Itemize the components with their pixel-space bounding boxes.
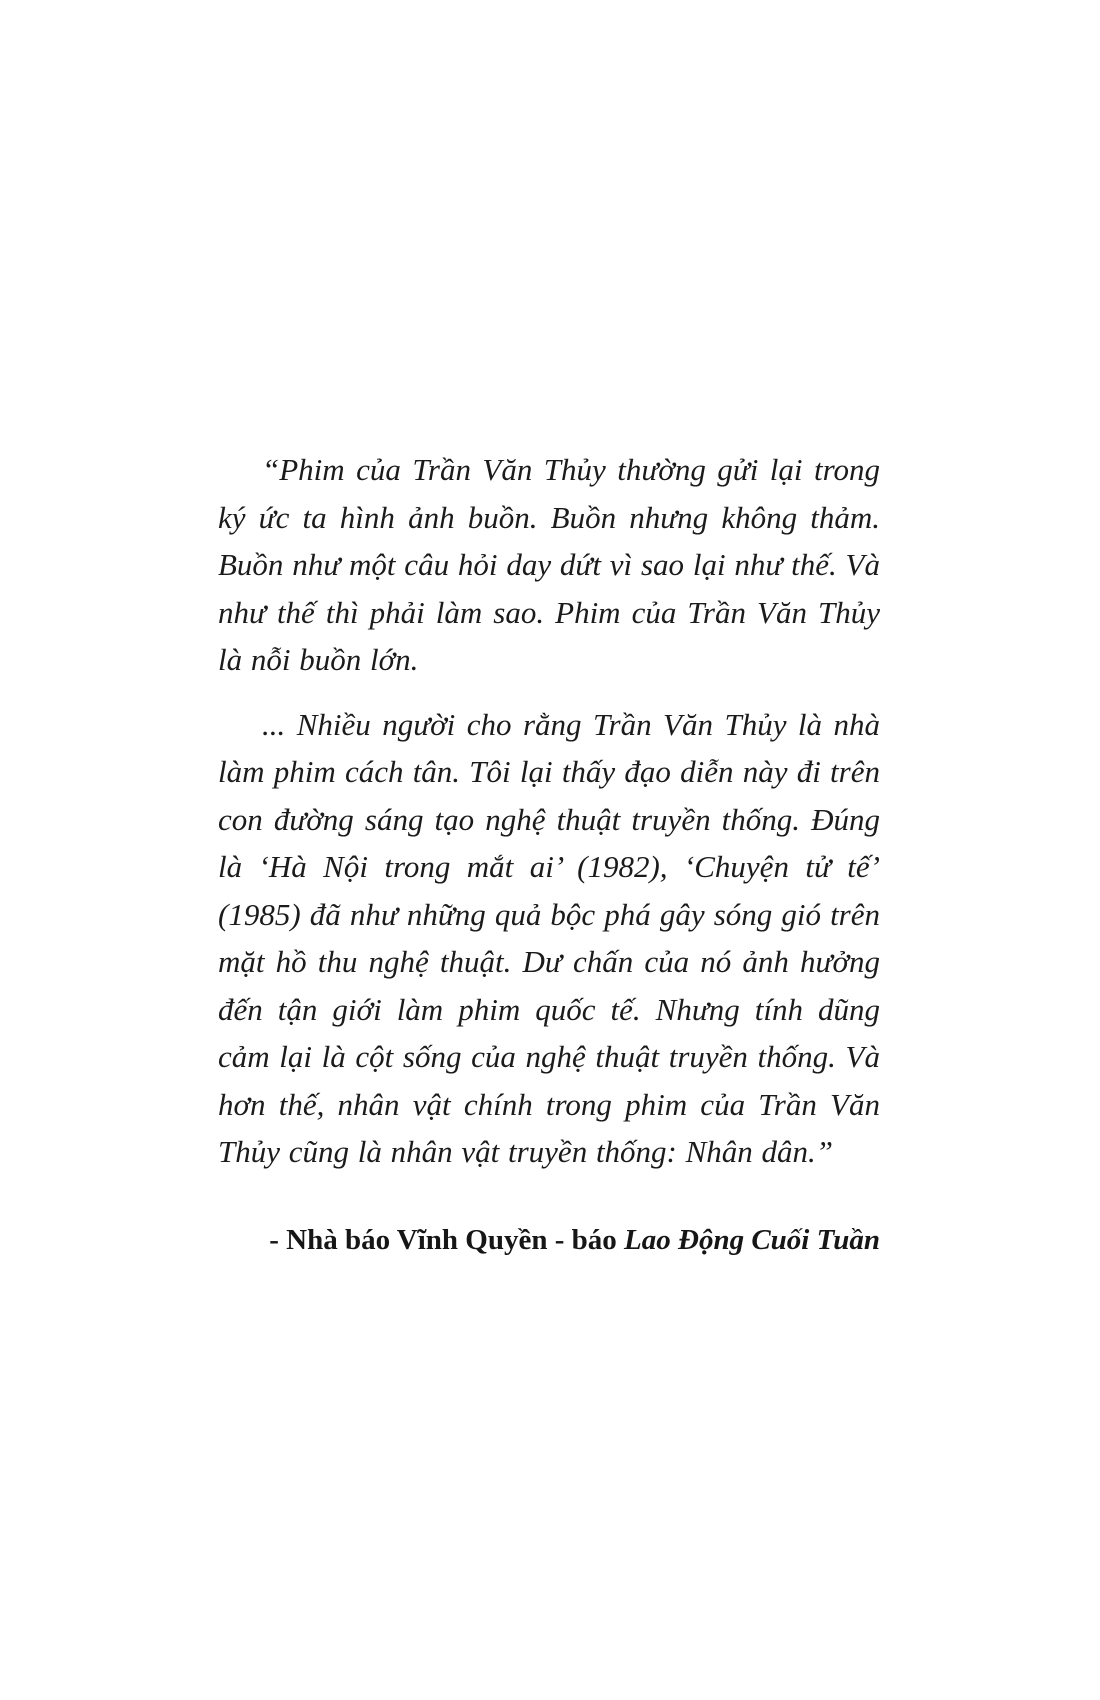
attribution-author: - Nhà báo Vĩnh Quyền - báo	[269, 1223, 625, 1256]
quote-paragraph-1: “Phim của Trần Văn Thủy thường gửi lại trong ký ức ta hình ảnh buồn. Buồn nhưng không thảm. Buồn như một câu hỏi day dứt vì sao lại như thế. Và như thế thì phải làm sao. Phim của Trần Văn Thủy là nỗi buồn lớn.	[218, 452, 880, 677]
attribution-newspaper: Lao Động Cuối Tuần	[624, 1223, 880, 1256]
quote-paragraph-2: ... Nhiều người cho rằng Trần Văn Thủy là nhà làm phim cách tân. Tôi lại thấy đạo diễn này đi trên con đường sáng tạo nghệ thuật truyền thống. Đúng là ‘Hà Nội trong mắt ai’ (1982), ‘Chuyện tử tế’ (1985) đã như những quả bộc phá gây sóng gió trên mặt hồ thu nghệ thuật. Dư chấn của nó ảnh hưởng đến tận giới làm phim quốc tế. Nhưng tính dũng cảm lại là cột sống của nghệ thuật truyền thống. Và hơn thế, nhân vật chính trong phim của Trần Văn Thủy cũng là nhân vật truyền thống: Nhân dân.”	[218, 706, 880, 1169]
attribution-line	[218, 1220, 880, 1260]
quote-block	[218, 446, 880, 1176]
